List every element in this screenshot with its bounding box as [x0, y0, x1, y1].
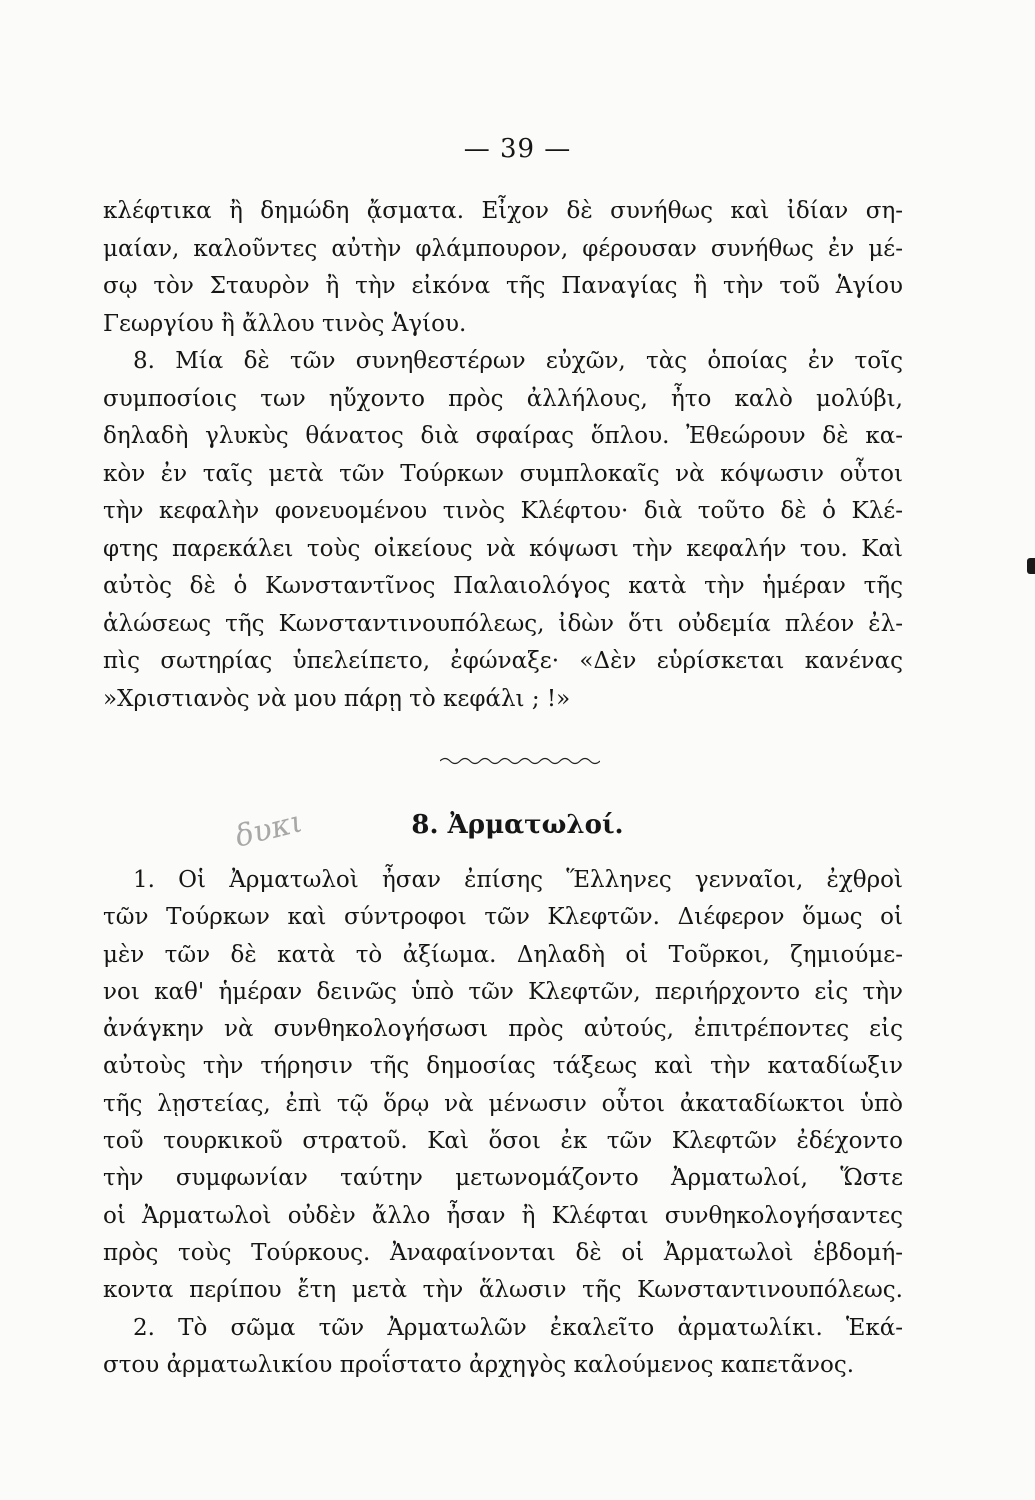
text-line: στου ἀρματωλικίου προΐστατο ἀρχηγὸς καλούμενος καπετᾶνος. — [103, 1351, 855, 1378]
text-line: δηλαδὴ γλυκὺς θάνατος διὰ σφαίρας ὅπλου. Ἐθεώρουν δὲ κα- — [103, 423, 903, 449]
text-line: τὴν κεφαλὴν φονευομένου τινὸς Κλέφτου· διὰ τοῦτο δὲ ὁ Κλέ- — [103, 498, 903, 524]
text-line: τῶν Τούρκων καὶ σύντροφοι τῶν Κλεφτῶν. Διέφερον ὅμως οἱ — [103, 904, 903, 931]
text-line: αὐτοὺς τὴν τήρησιν τῆς δημοσίας τάξεως καὶ τὴν καταδίωξιν — [103, 1053, 903, 1080]
text-line: πὶς σωτηρίας ὑπελείπετο, ἐφώναξε· «Δὲν εὑρίσκεται κανένας — [103, 648, 903, 674]
text-line: 2. Τὸ σῶμα τῶν Ἀρματωλῶν ἐκαλεῖτο ἀρματωλίκι. Ἑκά- — [133, 1314, 903, 1341]
text-line: 1. Οἱ Ἀρματωλοὶ ἦσαν ἐπίσης Ἕλληνες γενναῖοι, ἐχθροὶ — [133, 867, 903, 893]
text-line: »Χριστιανὸς νὰ μου πάρῃ τὸ κεφάλι ; !» — [103, 685, 571, 712]
text-line: φτης παρεκάλει τοὺς οἰκείους νὰ κόψωσι τὴν κεφαλήν του. Καὶ — [103, 535, 903, 562]
text-line: μαίαν, καλοῦντες αὐτὴν φλάμπουρον, φέρουσαν συνήθως ἐν μέ- — [103, 235, 903, 262]
text-line: τοῦ τουρκικοῦ στρατοῦ. Καὶ ὅσοι ἐκ τῶν Κλεφτῶν ἐδέχοντο — [103, 1128, 903, 1155]
margin-mark — [1027, 558, 1035, 574]
text-line: ἀνάγκην νὰ συνθηκολογήσωσι πρὸς αὐτούς, ἐπιτρέποντες εἰς — [103, 1016, 903, 1043]
text-line: τῆς λῃστείας, ἐπὶ τῷ ὅρῳ νὰ μένωσιν οὗτοι ἀκαταδίωκτοι ὑπὸ — [103, 1090, 903, 1117]
text-line: κοντα περίπου ἔτη μετὰ τὴν ἅλωσιν τῆς Κωνσταντινουπόλεως. — [103, 1277, 903, 1304]
page-number: — 39 — — [463, 134, 572, 164]
text-line: Γεωργίου ἢ ἄλλου τινὸς Ἁγίου. — [103, 310, 467, 337]
text-line: μὲν τῶν δὲ κατὰ τὸ ἀξίωμα. Δηλαδὴ οἱ Τοῦρκοι, ζημιούμε- — [103, 941, 903, 968]
text-line: νοι καθ' ἡμέραν δεινῶς ὑπὸ τῶν Κλεφτῶν, περιήρχοντο εἰς τὴν — [103, 978, 903, 1005]
decorative-rule — [440, 754, 600, 768]
article-text — [103, 862, 903, 1384]
section-heading: 8. Ἀρματωλοί. — [411, 810, 624, 840]
text-line: τὴν συμφωνίαν ταύτην μετωνομάζοντο Ἀρματωλοί, Ὥστε — [103, 1165, 903, 1192]
text-line: οἱ Ἀρματωλοὶ οὐδὲν ἄλλο ἦσαν ἢ Κλέφται συνθηκολογήσαντες — [103, 1202, 903, 1229]
pencil-annotation: δυκι — [231, 804, 306, 855]
text-line: κλέφτικα ἢ δημώδη ᾄσματα. Εἶχον δὲ συνήθως καὶ ἰδίαν ση- — [103, 198, 903, 224]
text-line: συμποσίοις των ηὔχοντο πρὸς ἀλλήλους, ἦτο καλὸ μολύβι, — [103, 385, 903, 412]
text-line: ἁλώσεως τῆς Κωνσταντινουπόλεως, ἰδὼν ὅτι οὐδεμία πλέον ἐλ- — [103, 610, 903, 637]
text-line: κὸν ἐν ταῖς μετὰ τῶν Τούρκων συμπλοκαῖς νὰ κόψωσιν οὗτοι — [103, 460, 903, 487]
text-line: πρὸς τοὺς Τούρκους. Ἀναφαίνονται δὲ οἱ Ἀρματωλοὶ ἑβδομή- — [103, 1239, 903, 1266]
section-text — [103, 193, 903, 718]
text-line: σῳ τὸν Σταυρὸν ἢ τὴν εἰκόνα τῆς Παναγίας ἢ τὴν τοῦ Ἁγίου — [103, 273, 903, 299]
text-line: 8. Μία δὲ τῶν συνηθεστέρων εὐχῶν, τὰς ὁποίας ἐν τοῖς — [133, 348, 903, 374]
text-line: αὐτὸς δὲ ὁ Κωνσταντῖνος Παλαιολόγος κατὰ τὴν ἡμέραν τῆς — [103, 573, 903, 599]
